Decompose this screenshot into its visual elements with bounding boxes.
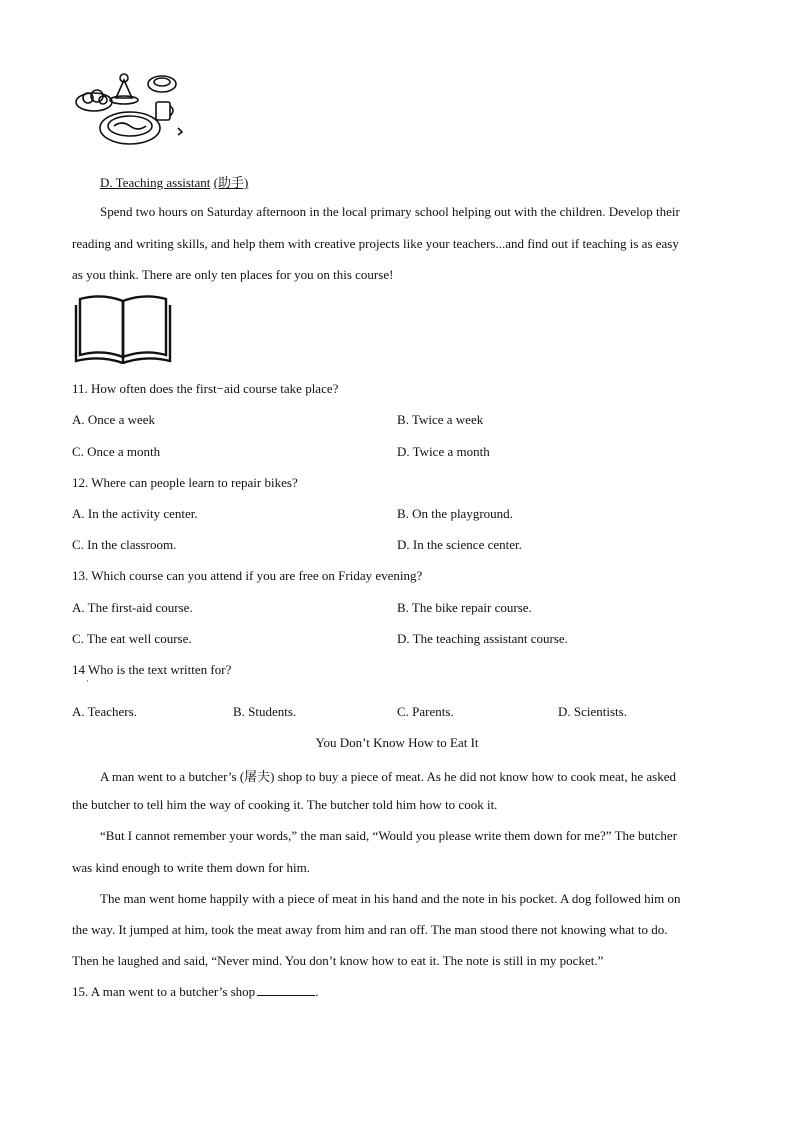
section-d-para-line: reading and writing skills, and help them with creative projects like your teachers...and find out if teaching is as easy xyxy=(72,236,679,251)
q12-option-c: C. In the classroom. xyxy=(72,537,177,552)
section-d-heading xyxy=(100,172,248,191)
story-line: Then he laughed and said, “Never mind. You don’t know how to eat it. The note is still in my pocket.” xyxy=(72,953,604,968)
story-line: The man went home happily with a piece of meat in his hand and the note in his pocket. A dog followed him on xyxy=(100,891,681,906)
section-d-para-line: as you think. There are only ten places for you on this course! xyxy=(72,267,394,282)
story-line: “But I cannot remember your words,” the man said, “Would you please write them down for me?” The butcher xyxy=(100,828,678,843)
question-13: 13. Which course can you attend if you are free on Friday evening? xyxy=(72,568,423,583)
q11-option-c: C. Once a month xyxy=(72,444,161,459)
q13-option-c: C. The eat well course. xyxy=(72,631,192,646)
story-title: You Don’t Know How to Eat It xyxy=(315,735,479,750)
q11-option-a: A. Once a week xyxy=(72,412,156,427)
q13-option-b: B. The bike repair course. xyxy=(397,600,532,615)
answer-blank[interactable] xyxy=(257,984,315,996)
section-d-title-cn: (助手) xyxy=(213,175,249,190)
story-line: A man went to a butcher’s (屠夫) shop to buy a piece of meat. As he did not know how to cook meat, he asked xyxy=(100,769,676,784)
q12-option-a: A. In the activity center. xyxy=(72,506,198,521)
book-illustration xyxy=(74,293,172,365)
section-d-para-line: Spend two hours on Saturday afternoon in the local primary school helping out with the children. Develop their xyxy=(100,204,680,219)
question-15-text: 15. A man went to a butcher’s shop xyxy=(72,984,256,999)
q12-option-d: D. In the science center. xyxy=(397,537,522,552)
q11-option-b: B. Twice a week xyxy=(397,412,484,427)
question-11: 11. How often does the first−aid course take place? xyxy=(72,381,339,396)
question-15: 15. A man went to a butcher’s shop . xyxy=(72,984,319,999)
q14-option-b: B. Students. xyxy=(233,704,297,719)
story-line: the butcher to tell him the way of cooking it. The butcher told him how to cook it. xyxy=(72,797,498,812)
story-line: was kind enough to write them down for him. xyxy=(72,860,310,875)
story-line: the way. It jumped at him, took the meat away from him and ran off. The man stood there not knowing what to do. xyxy=(72,922,668,937)
q14-option-d: D. Scientists. xyxy=(558,704,627,719)
q13-option-a: A. The first-aid course. xyxy=(72,600,193,615)
q14-option-c: C. Parents. xyxy=(397,704,454,719)
q14-option-a: A. Teachers. xyxy=(72,704,137,719)
question-12: 12. Where can people learn to repair bikes? xyxy=(72,475,298,490)
section-d-title: D. Teaching assistant xyxy=(100,175,211,190)
question-14: 14 Who is the text written for? xyxy=(72,662,232,677)
dot-mark: · xyxy=(86,676,89,686)
q11-option-d: D. Twice a month xyxy=(397,444,490,459)
food-illustration xyxy=(72,70,187,155)
q12-option-b: B. On the playground. xyxy=(397,506,513,521)
q13-option-d: D. The teaching assistant course. xyxy=(397,631,568,646)
